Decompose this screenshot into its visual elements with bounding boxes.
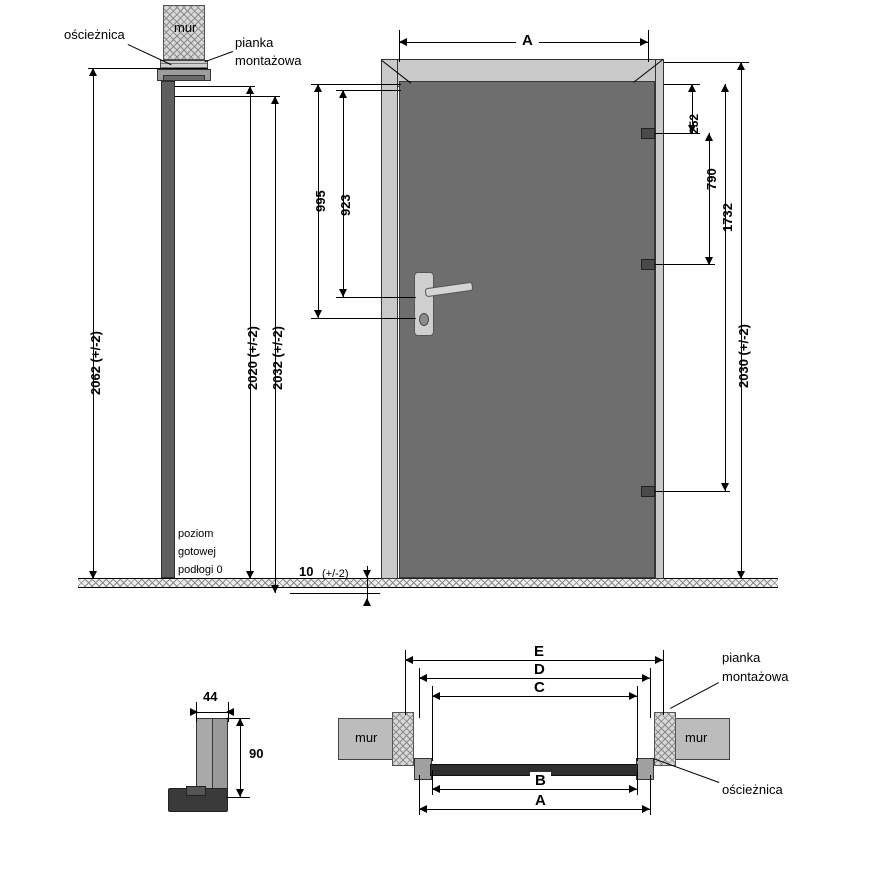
- ext-line-B-right: [637, 770, 638, 795]
- plan-wall-left-hatch: [392, 712, 414, 766]
- dim-arrow-2030-bottom: [737, 571, 745, 579]
- dim-label-A-elevation: A: [516, 32, 539, 49]
- dim-line-90: [240, 718, 241, 797]
- dim-line-790: [709, 133, 710, 265]
- dim-arrow-C-left: [432, 692, 440, 700]
- leader-pianka-plan: [670, 682, 719, 709]
- dim-label-2030: 2030 (+/-2): [736, 324, 751, 388]
- ext-line-A-right: [648, 30, 649, 62]
- dim-arrow-1732-bottom: [721, 483, 729, 491]
- dim-arrow-790-top: [705, 133, 713, 141]
- ext-line-790-bottom: [655, 264, 715, 265]
- ext-line-995-bottom: [311, 318, 416, 319]
- dim-arrow-2020-bottom: [246, 571, 254, 579]
- dim-label-10: 10: [299, 564, 314, 579]
- dim-arrow-90-top: [236, 718, 244, 726]
- jamb-section-rebate: [212, 718, 228, 790]
- ext-line-top-2020: [175, 86, 255, 87]
- dim-arrow-90-bottom: [236, 789, 244, 797]
- callout-mur-plan-right: mur: [685, 730, 708, 745]
- ext-line-E-right: [663, 650, 664, 715]
- ext-line-2030-top: [664, 62, 749, 63]
- dim-arrow-10-up: [363, 598, 371, 606]
- dim-arrow-923-bottom: [339, 289, 347, 297]
- dim-label-90: 90: [249, 746, 264, 761]
- dim-arrow-2062-top: [89, 68, 97, 76]
- dim-arrow-D-right: [642, 674, 650, 682]
- ext-line-995-top: [311, 84, 401, 85]
- dim-arrow-2020-top: [246, 86, 254, 94]
- dim-line-1732: [725, 84, 726, 491]
- dim-arrow-252-top: [688, 84, 696, 92]
- dim-label-2032: 2032 (+/-2): [270, 326, 285, 390]
- ext-line-1732-bottom: [655, 491, 730, 492]
- ext-line-top-2032: [175, 96, 280, 97]
- dim-arrow-995-top: [314, 84, 322, 92]
- dim-arrow-E-right: [655, 656, 663, 664]
- plan-jamb-right: [636, 758, 654, 780]
- dim-arrow-2062-bottom: [89, 571, 97, 579]
- dim-label-790: 790: [704, 168, 719, 190]
- dim-label-B: B: [530, 772, 551, 789]
- dim-arrow-44-right: [226, 708, 234, 716]
- door-frame-left-jamb: [381, 59, 398, 579]
- callout-montazowa-plan: montażowa: [722, 669, 789, 684]
- dim-arrow-E-left: [405, 656, 413, 664]
- callout-podlogi: podłogi 0: [178, 564, 223, 576]
- door-handle-plate: [414, 272, 434, 336]
- dim-label-252: 252: [687, 113, 701, 134]
- dim-label-A-plan: A: [530, 792, 551, 809]
- hinge-top: [641, 128, 655, 139]
- dim-arrow-A-plan-right: [642, 805, 650, 813]
- dim-arrow-A-plan-left: [419, 805, 427, 813]
- ext-line-C-right: [637, 686, 638, 761]
- door-leaf: [399, 81, 655, 578]
- callout-pianka-plan: pianka: [722, 650, 761, 665]
- dim-label-E: E: [529, 643, 549, 660]
- ext-line-923-bottom: [336, 297, 416, 298]
- dim-arrow-995-bottom: [314, 310, 322, 318]
- ext-line-90-bottom: [226, 797, 250, 798]
- dim-arrow-10-down: [363, 570, 371, 578]
- jamb-vertical: [161, 81, 175, 578]
- dim-arrow-B-right: [629, 785, 637, 793]
- ext-line-D-right: [650, 668, 651, 718]
- dim-label-D: D: [529, 661, 550, 678]
- dim-arrow-D-left: [419, 674, 427, 682]
- dim-arrow-2032-top: [271, 96, 279, 104]
- door-keyhole: [419, 313, 429, 326]
- dim-arrow-1732-top: [721, 84, 729, 92]
- dim-line-2030: [741, 62, 742, 579]
- callout-montazowa-elevation: montażowa: [235, 53, 302, 68]
- dim-arrow-B-left: [432, 785, 440, 793]
- dim-label-44: 44: [203, 689, 218, 704]
- ground-line: [78, 578, 778, 588]
- dim-line-2062: [93, 68, 94, 579]
- callout-poziom: poziom: [178, 528, 214, 540]
- leader-oscieznica-plan: [653, 758, 719, 783]
- dim-arrow-923-top: [339, 90, 347, 98]
- dim-label-995: 995: [313, 190, 328, 212]
- callout-mur-plan-left: mur: [355, 730, 378, 745]
- dim-arrow-A-right: [640, 38, 648, 46]
- ext-line-A-left: [399, 30, 400, 62]
- callout-pianka-elevation: pianka: [235, 35, 274, 50]
- callout-oscieznica-plan: ościeżnica: [722, 782, 783, 797]
- dim-arrow-44-left: [190, 708, 198, 716]
- door-frame-right-jamb: [655, 59, 664, 579]
- ext-line-top-2062: [88, 68, 208, 69]
- callout-mur-elevation: mur: [174, 20, 197, 35]
- hinge-middle: [641, 259, 655, 270]
- dim-label-C: C: [529, 679, 550, 696]
- dim-arrow-C-right: [629, 692, 637, 700]
- dim-arrow-2030-top: [737, 62, 745, 70]
- dim-label-10-tolerance: (+/-2): [322, 568, 349, 580]
- jamb-section-base-notch: [186, 786, 206, 796]
- dim-label-923: 923: [338, 194, 353, 216]
- hinge-bottom: [641, 486, 655, 497]
- callout-oscieznica-elevation: ościeżnica: [64, 27, 125, 42]
- dim-label-1732: 1732: [720, 203, 735, 232]
- leader-pianka-elevation: [204, 51, 233, 62]
- dim-arrow-A-left: [399, 38, 407, 46]
- plan-wall-right-hatch: [654, 712, 676, 766]
- dim-arrow-2032-bottom: [271, 585, 279, 593]
- callout-gotowej: gotowej: [178, 546, 216, 558]
- dim-label-2020: 2020 (+/-2): [245, 326, 260, 390]
- ext-line-A-plan-right: [650, 775, 651, 815]
- dim-label-2062: 2062 (+/-2): [88, 331, 103, 395]
